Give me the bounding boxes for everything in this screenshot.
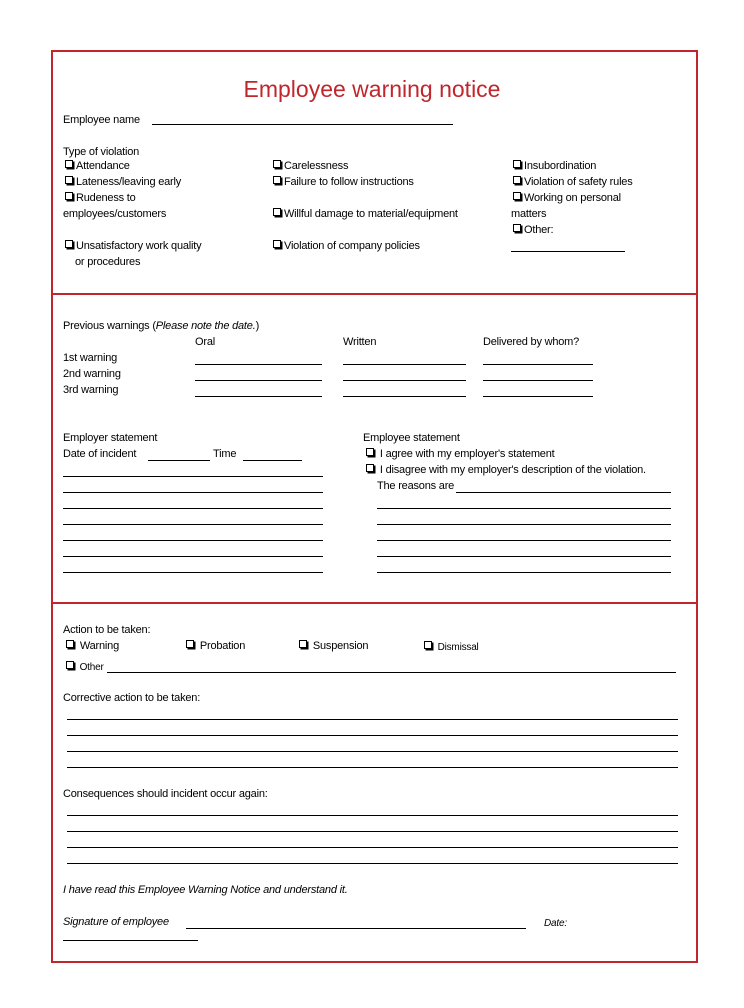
violation-rudeness-line2: employees/customers xyxy=(63,208,167,220)
violation-failure[interactable]: Failure to follow instructions xyxy=(273,176,414,189)
action-suspension[interactable]: Suspension xyxy=(299,640,368,653)
date-of-incident-field[interactable] xyxy=(148,460,210,461)
employer-statement-line[interactable] xyxy=(63,524,323,525)
employee-statement-label: Employee statement xyxy=(363,432,460,444)
corrective-line[interactable] xyxy=(67,767,678,768)
employer-statement-line[interactable] xyxy=(63,476,323,477)
delivered-field[interactable] xyxy=(483,380,593,381)
checkbox-icon[interactable] xyxy=(65,192,73,200)
violation-attendance[interactable]: Attendance xyxy=(65,160,130,173)
violation-other-field[interactable] xyxy=(511,251,625,252)
action-other[interactable]: Other xyxy=(66,661,104,674)
agree-option[interactable]: I agree with my employer's statement xyxy=(366,448,555,461)
section-divider xyxy=(51,293,698,295)
previous-warnings-label: Previous warnings (Please note the date.) xyxy=(63,320,260,332)
action-other-field[interactable] xyxy=(107,672,676,673)
date-of-incident-label: Date of incident xyxy=(63,448,137,460)
reasons-field[interactable] xyxy=(456,492,671,493)
checkbox-icon[interactable] xyxy=(273,176,281,184)
written-field[interactable] xyxy=(343,364,466,365)
checkbox-icon[interactable] xyxy=(513,192,521,200)
checkbox-icon[interactable] xyxy=(366,448,374,456)
oral-field[interactable] xyxy=(195,364,322,365)
violation-rudeness[interactable]: Rudeness to xyxy=(65,192,136,205)
corrective-line[interactable] xyxy=(67,719,678,720)
reasons-line[interactable] xyxy=(377,508,671,509)
action-label: Action to be taken: xyxy=(63,624,151,636)
consequences-line[interactable] xyxy=(67,815,678,816)
employee-name-field[interactable] xyxy=(152,124,453,125)
checkbox-icon[interactable] xyxy=(66,661,74,669)
checkbox-icon[interactable] xyxy=(513,176,521,184)
consequences-line[interactable] xyxy=(67,847,678,848)
employer-statement-line[interactable] xyxy=(63,492,323,493)
violation-insubordination[interactable]: Insubordination xyxy=(513,160,596,173)
checkbox-icon[interactable] xyxy=(513,224,521,232)
employee-name-label: Employee name xyxy=(63,114,140,126)
violation-company-policies[interactable]: Violation of company policies xyxy=(273,240,420,253)
violation-lateness[interactable]: Lateness/leaving early xyxy=(65,176,181,189)
delivered-field[interactable] xyxy=(483,396,593,397)
violation-unsatisfactory[interactable]: Unsatisfactory work quality xyxy=(65,240,201,253)
employer-statement-line[interactable] xyxy=(63,556,323,557)
reasons-label: The reasons are xyxy=(377,480,455,492)
corrective-line[interactable] xyxy=(67,735,678,736)
signature-field[interactable] xyxy=(186,928,526,929)
date-field[interactable] xyxy=(63,940,198,941)
date-label: Date: xyxy=(544,918,567,929)
employer-statement-line[interactable] xyxy=(63,572,323,573)
warning-row-label: 2nd warning xyxy=(63,368,121,380)
violation-willful-damage[interactable]: Willful damage to material/equipment xyxy=(273,208,458,221)
violation-carelessness[interactable]: Carelessness xyxy=(273,160,348,173)
checkbox-icon[interactable] xyxy=(424,641,432,649)
reasons-line[interactable] xyxy=(377,524,671,525)
violation-other[interactable]: Other: xyxy=(513,224,553,237)
violation-safety-rules[interactable]: Violation of safety rules xyxy=(513,176,633,189)
written-field[interactable] xyxy=(343,380,466,381)
corrective-label: Corrective action to be taken: xyxy=(63,692,201,704)
checkbox-icon[interactable] xyxy=(65,240,73,248)
employer-statement-line[interactable] xyxy=(63,540,323,541)
action-dismissal[interactable]: Dismissal xyxy=(424,641,479,654)
corrective-line[interactable] xyxy=(67,751,678,752)
warning-row-label: 3rd warning xyxy=(63,384,119,396)
checkbox-icon[interactable] xyxy=(513,160,521,168)
action-probation[interactable]: Probation xyxy=(186,640,245,653)
action-warning[interactable]: Warning xyxy=(66,640,119,653)
warning-row-label: 1st warning xyxy=(63,352,118,364)
oral-field[interactable] xyxy=(195,380,322,381)
checkbox-icon[interactable] xyxy=(273,240,281,248)
checkbox-icon[interactable] xyxy=(273,160,281,168)
section-divider xyxy=(51,602,698,604)
time-field[interactable] xyxy=(243,460,302,461)
consequences-label: Consequences should incident occur again: xyxy=(63,788,268,800)
col-delivered: Delivered by whom? xyxy=(483,336,580,348)
checkbox-icon[interactable] xyxy=(299,640,307,648)
reasons-line[interactable] xyxy=(377,540,671,541)
form-title: Employee warning notice xyxy=(243,76,501,102)
checkbox-icon[interactable] xyxy=(66,640,74,648)
checkbox-icon[interactable] xyxy=(186,640,194,648)
violation-personal-line2: matters xyxy=(511,208,547,220)
col-written: Written xyxy=(343,336,377,348)
employer-statement-label: Employer statement xyxy=(63,432,158,444)
disagree-option[interactable]: I disagree with my employer's description of the violation. xyxy=(366,464,646,477)
checkbox-icon[interactable] xyxy=(273,208,281,216)
written-field[interactable] xyxy=(343,396,466,397)
consequences-line[interactable] xyxy=(67,863,678,864)
checkbox-icon[interactable] xyxy=(366,464,374,472)
consequences-line[interactable] xyxy=(67,831,678,832)
violation-unsatisfactory-line2: or procedures xyxy=(75,256,141,268)
oral-field[interactable] xyxy=(195,396,322,397)
reasons-line[interactable] xyxy=(377,572,671,573)
delivered-field[interactable] xyxy=(483,364,593,365)
type-of-violation-label: Type of violation xyxy=(63,146,140,158)
reasons-line[interactable] xyxy=(377,556,671,557)
time-label: Time xyxy=(213,448,237,460)
checkbox-icon[interactable] xyxy=(65,176,73,184)
employer-statement-line[interactable] xyxy=(63,508,323,509)
col-oral: Oral xyxy=(195,336,215,348)
signature-label: Signature of employee xyxy=(63,916,169,928)
violation-personal-matters[interactable]: Working on personal xyxy=(513,192,621,205)
checkbox-icon[interactable] xyxy=(65,160,73,168)
acknowledgement-text: I have read this Employee Warning Notice and understand it. xyxy=(63,884,348,896)
